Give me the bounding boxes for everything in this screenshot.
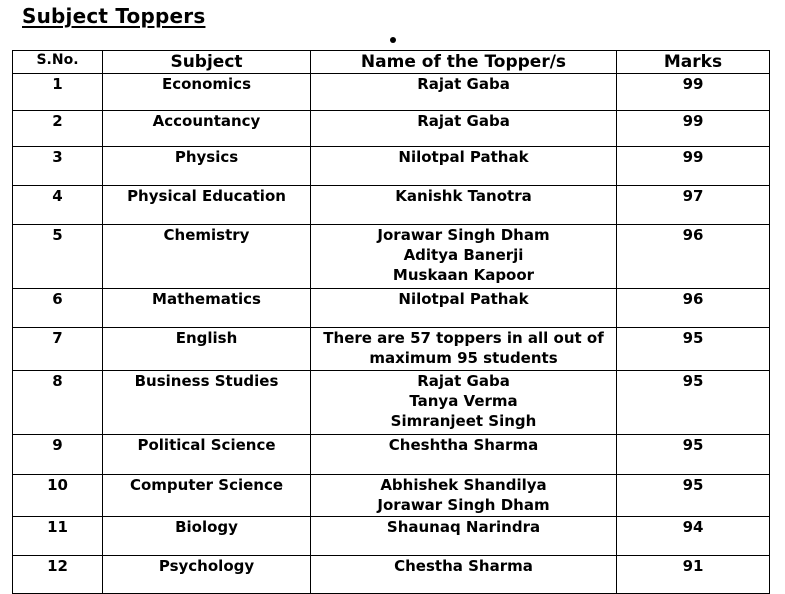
cell-marks: 99 — [617, 147, 770, 186]
table-row — [13, 147, 770, 186]
topper-name: Abhishek Shandilya — [380, 476, 547, 494]
toppers-table — [12, 50, 770, 594]
cell-sno: 11 — [13, 517, 103, 556]
cell-names — [311, 111, 617, 147]
cell-sno: 7 — [13, 328, 103, 371]
topper-name: Rajat Gaba — [417, 75, 510, 93]
cell-subject: Physical Education — [103, 186, 311, 225]
cell-names — [311, 186, 617, 225]
topper-name: Rajat Gaba — [417, 372, 510, 390]
cell-sno: 5 — [13, 225, 103, 289]
topper-name: Nilotpal Pathak — [398, 290, 529, 308]
topper-name: Muskaan Kapoor — [392, 266, 535, 284]
topper-name: maximum 95 students — [369, 349, 558, 367]
cell-sno: 6 — [13, 289, 103, 328]
topper-name: There are 57 toppers in all out of — [323, 329, 604, 347]
cell-names — [311, 475, 617, 517]
topper-name: Jorawar Singh Dham — [377, 496, 550, 514]
page-title: Subject Toppers — [22, 4, 206, 28]
cell-subject: Political Science — [103, 435, 311, 475]
table-row — [13, 74, 770, 111]
table-row — [13, 371, 770, 435]
topper-name: Tanya Verma — [409, 392, 518, 410]
table-row — [13, 111, 770, 147]
cell-marks: 99 — [617, 111, 770, 147]
cell-sno: 1 — [13, 74, 103, 111]
cell-names — [311, 371, 617, 435]
cell-sno: 10 — [13, 475, 103, 517]
cell-names — [311, 289, 617, 328]
cell-marks: 96 — [617, 225, 770, 289]
cell-names — [311, 74, 617, 111]
table-row — [13, 475, 770, 517]
cell-sno: 12 — [13, 556, 103, 594]
cell-subject: Physics — [103, 147, 311, 186]
topper-name: Kanishk Tanotra — [395, 187, 532, 205]
header-subject: Subject — [103, 51, 311, 74]
header-marks: Marks — [617, 51, 770, 74]
cell-sno: 4 — [13, 186, 103, 225]
table-row — [13, 328, 770, 371]
cell-subject: Computer Science — [103, 475, 311, 517]
cell-sno: 3 — [13, 147, 103, 186]
cell-marks: 97 — [617, 186, 770, 225]
topper-name: Chestha Sharma — [394, 557, 533, 575]
cell-names — [311, 517, 617, 556]
cell-subject: Mathematics — [103, 289, 311, 328]
table-row — [13, 186, 770, 225]
topper-name: Simranjeet Singh — [390, 412, 537, 430]
cell-marks: 95 — [617, 328, 770, 371]
topper-name: Jorawar Singh Dham — [377, 226, 550, 244]
cell-subject: Economics — [103, 74, 311, 111]
cell-names — [311, 556, 617, 594]
cell-subject: Business Studies — [103, 371, 311, 435]
table-row — [13, 556, 770, 594]
table-row — [13, 289, 770, 328]
topper-name: Aditya Banerji — [403, 246, 524, 264]
cell-names — [311, 225, 617, 289]
cell-names — [311, 328, 617, 371]
cell-marks: 95 — [617, 475, 770, 517]
topper-name: Shaunaq Narindra — [386, 518, 541, 536]
cell-marks: 95 — [617, 435, 770, 475]
table-row — [13, 517, 770, 556]
cell-subject: Psychology — [103, 556, 311, 594]
topper-name: Rajat Gaba — [417, 112, 510, 130]
cell-subject: English — [103, 328, 311, 371]
table-row — [13, 435, 770, 475]
cell-marks: 94 — [617, 517, 770, 556]
cell-subject: Accountancy — [103, 111, 311, 147]
cell-subject: Chemistry — [103, 225, 311, 289]
cell-subject: Biology — [103, 517, 311, 556]
cell-sno: 9 — [13, 435, 103, 475]
topper-name: Nilotpal Pathak — [398, 148, 529, 166]
table-row — [13, 225, 770, 289]
topper-name: Cheshtha Sharma — [388, 436, 539, 454]
cell-sno: 2 — [13, 111, 103, 147]
cell-names — [311, 435, 617, 475]
cell-marks: 95 — [617, 371, 770, 435]
header-sno: S.No. — [13, 51, 103, 74]
bullet-dot — [390, 37, 396, 43]
cell-marks: 91 — [617, 556, 770, 594]
cell-sno: 8 — [13, 371, 103, 435]
cell-marks: 96 — [617, 289, 770, 328]
cell-marks: 99 — [617, 74, 770, 111]
table-header-row — [13, 51, 770, 74]
header-name: Name of the Topper/s — [311, 51, 617, 74]
cell-names — [311, 147, 617, 186]
